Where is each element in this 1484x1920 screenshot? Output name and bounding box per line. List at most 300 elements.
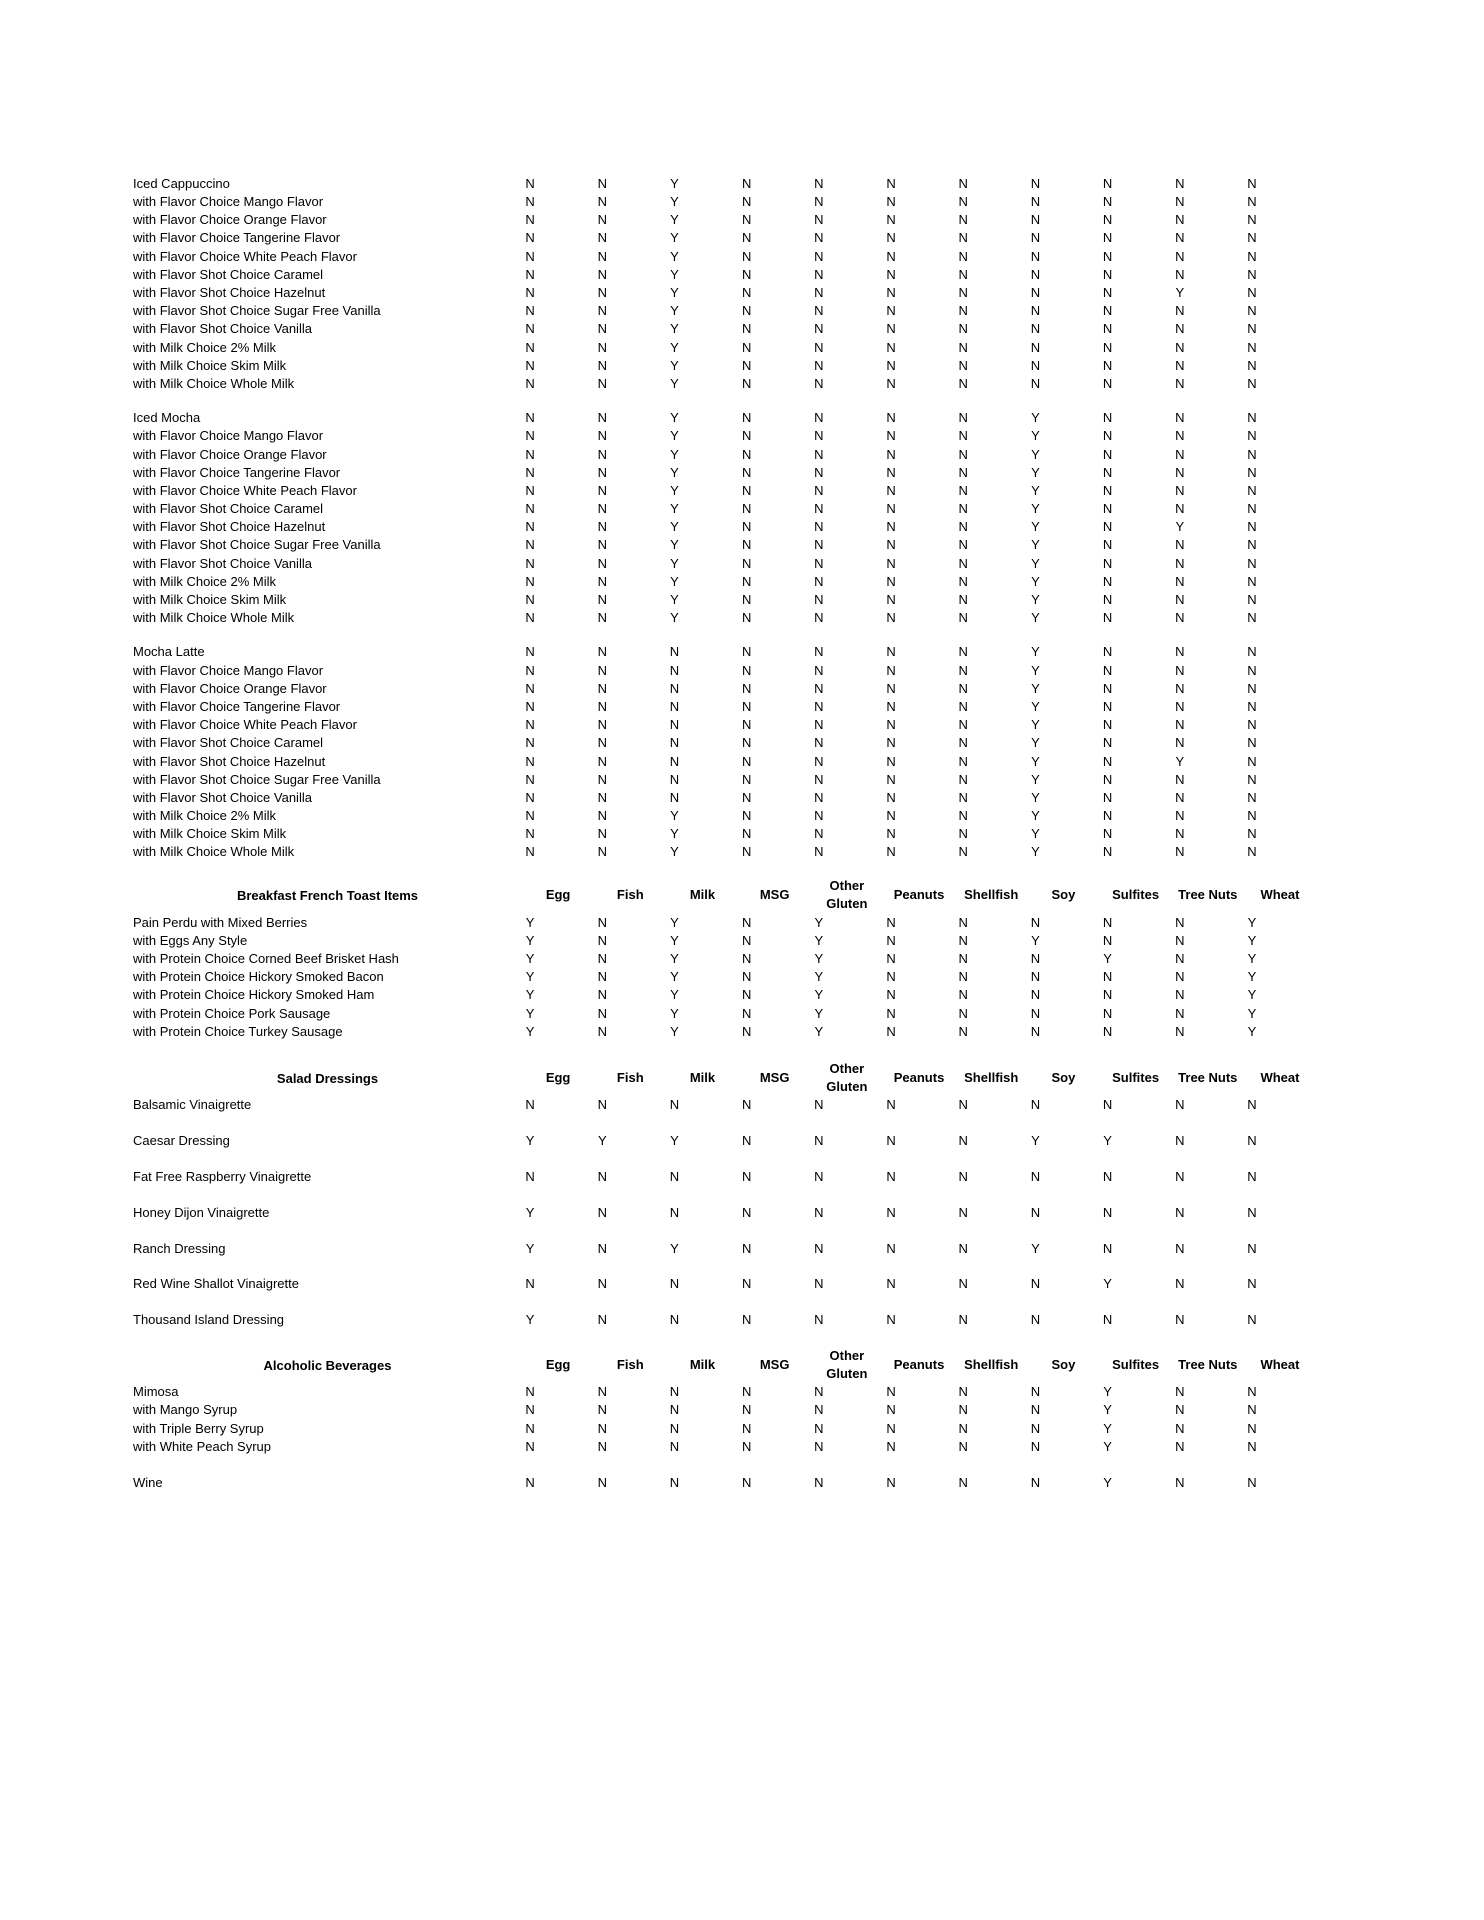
- allergen-value-cell: N: [597, 1384, 607, 1400]
- allergen-value-cell: N: [525, 482, 535, 498]
- allergen-value-cell: N: [741, 1204, 752, 1220]
- allergen-value-cell: N: [741, 321, 752, 337]
- allergen-value-cell: N: [525, 735, 535, 751]
- allergen-value-cell: N: [525, 1384, 535, 1400]
- allergen-value-cell: N: [958, 357, 968, 373]
- allergen-value-cell: N: [1247, 592, 1257, 608]
- allergen-value-cell: N: [525, 303, 535, 319]
- allergen-value-cell: N: [741, 303, 752, 319]
- allergen-value-cell: N: [886, 446, 896, 462]
- item-label: with Flavor Shot Choice Hazelnut: [133, 519, 326, 535]
- allergen-value-cell: N: [741, 248, 752, 264]
- allergen-value-cell: Y: [1031, 789, 1040, 805]
- allergen-value-cell: N: [741, 1276, 752, 1292]
- allergen-value-cell: N: [1175, 1023, 1185, 1039]
- column-header: Shellfish: [964, 887, 1019, 903]
- allergen-value-cell: N: [525, 357, 535, 373]
- allergen-value-cell: N: [958, 662, 968, 678]
- allergen-value-cell: Y: [670, 464, 679, 480]
- allergen-value-cell: N: [525, 501, 535, 517]
- allergen-value-cell: N: [886, 592, 896, 608]
- allergen-value-cell: N: [1102, 680, 1113, 696]
- allergen-value-cell: N: [1102, 771, 1113, 787]
- allergen-value-cell: N: [597, 932, 607, 948]
- allergen-value-cell: Y: [670, 266, 679, 282]
- allergen-value-cell: N: [958, 482, 968, 498]
- column-header: Fish: [616, 887, 644, 903]
- allergen-value-cell: N: [1102, 789, 1113, 805]
- column-header: Milk: [689, 887, 716, 903]
- allergen-value-cell: N: [597, 1438, 607, 1454]
- table-row: [0, 175, 1484, 193]
- allergen-value-cell: N: [814, 321, 824, 337]
- allergen-value-cell: N: [1175, 410, 1185, 426]
- table-row: [0, 446, 1484, 464]
- table-row: [0, 1383, 1484, 1401]
- allergen-value-cell: Y: [670, 428, 679, 444]
- allergen-value-cell: Y: [670, 537, 679, 553]
- allergen-value-cell: N: [741, 1097, 752, 1113]
- allergen-value-cell: N: [597, 1240, 607, 1256]
- table-row: [0, 1438, 1484, 1456]
- item-label: Wine: [133, 1475, 163, 1491]
- allergen-value-cell: N: [814, 698, 824, 714]
- allergen-value-cell: N: [1175, 194, 1185, 210]
- allergen-value-cell: N: [1030, 1312, 1041, 1328]
- item-label: with Flavor Choice Tangerine Flavor: [133, 464, 341, 480]
- allergen-value-cell: Y: [1031, 446, 1040, 462]
- allergen-value-cell: N: [1102, 914, 1113, 930]
- allergen-value-cell: N: [1247, 1168, 1257, 1184]
- allergen-value-cell: N: [741, 464, 752, 480]
- allergen-value-cell: Y: [1031, 610, 1040, 626]
- allergen-value-cell: N: [958, 1402, 968, 1418]
- table-row: [0, 1240, 1484, 1276]
- item-label: Caesar Dressing: [133, 1133, 230, 1149]
- allergen-value-cell: N: [741, 175, 752, 191]
- allergen-value-cell: N: [597, 1023, 607, 1039]
- allergen-value-cell: N: [814, 592, 824, 608]
- allergen-value-cell: N: [958, 428, 968, 444]
- allergen-value-cell: Y: [1031, 464, 1040, 480]
- allergen-value-cell: N: [958, 680, 968, 696]
- item-label: Fat Free Raspberry Vinaigrette: [133, 1168, 312, 1184]
- allergen-value-cell: N: [1247, 446, 1257, 462]
- allergen-value-cell: N: [958, 1240, 968, 1256]
- allergen-value-cell: N: [1102, 844, 1113, 860]
- blank-row: [0, 1456, 1484, 1474]
- allergen-value-cell: N: [741, 357, 752, 373]
- allergen-value-cell: N: [1030, 1384, 1041, 1400]
- allergen-value-cell: N: [1175, 1402, 1185, 1418]
- allergen-value-cell: Y: [814, 951, 824, 966]
- allergen-value-cell: N: [1175, 789, 1185, 805]
- allergen-value-cell: N: [597, 789, 607, 805]
- allergen-value-cell: N: [597, 1420, 607, 1436]
- allergen-value-cell: N: [958, 175, 968, 191]
- table-row: [0, 716, 1484, 734]
- table-row: [0, 825, 1484, 843]
- allergen-value-cell: N: [814, 844, 824, 860]
- allergen-value-cell: Y: [670, 501, 679, 517]
- allergen-value-cell: N: [741, 212, 752, 228]
- allergen-value-cell: N: [1175, 1276, 1185, 1292]
- allergen-value-cell: N: [814, 501, 824, 517]
- allergen-value-cell: Y: [525, 1312, 535, 1328]
- item-label: with Protein Choice Corned Beef Brisket Hash: [133, 951, 399, 966]
- allergen-value-cell: N: [958, 1168, 968, 1184]
- allergen-value-cell: N: [886, 464, 896, 480]
- item-label: with Flavor Choice Orange Flavor: [133, 680, 327, 696]
- allergen-value-cell: N: [741, 735, 752, 751]
- allergen-value-cell: N: [814, 1475, 824, 1491]
- allergen-value-cell: Y: [670, 519, 679, 535]
- item-label: with Flavor Shot Choice Sugar Free Vanilla: [133, 303, 381, 319]
- allergen-value-cell: N: [1175, 1097, 1185, 1113]
- allergen-value-cell: N: [741, 753, 752, 769]
- allergen-value-cell: N: [886, 1133, 896, 1149]
- allergen-value-cell: N: [1102, 698, 1113, 714]
- allergen-value-cell: N: [814, 357, 824, 373]
- menu-section: [0, 1060, 1484, 1347]
- allergen-value-cell: N: [1102, 501, 1113, 517]
- allergen-value-cell: Y: [1247, 914, 1257, 930]
- column-header: MSG: [759, 1357, 790, 1372]
- allergen-value-cell: N: [1247, 610, 1257, 626]
- table-row: [0, 284, 1484, 302]
- allergen-value-cell: N: [669, 771, 680, 787]
- allergen-value-cell: N: [814, 194, 824, 210]
- allergen-value-cell: N: [597, 914, 607, 930]
- allergen-value-cell: N: [1102, 1204, 1113, 1220]
- allergen-value-cell: Y: [670, 375, 679, 391]
- allergen-value-cell: N: [1102, 1168, 1113, 1184]
- allergen-value-cell: N: [741, 1438, 752, 1454]
- table-row: [0, 229, 1484, 247]
- allergen-value-cell: N: [886, 482, 896, 498]
- allergen-value-cell: N: [1175, 266, 1185, 282]
- item-label: with Milk Choice Whole Milk: [133, 375, 295, 391]
- allergen-value-cell: N: [1175, 914, 1185, 930]
- allergen-value-cell: N: [1030, 1204, 1041, 1220]
- allergen-value-cell: N: [958, 914, 968, 930]
- item-label: with Flavor Shot Choice Hazelnut: [133, 753, 326, 769]
- allergen-value-cell: N: [1102, 303, 1113, 319]
- item-label: with Milk Choice Skim Milk: [133, 357, 287, 373]
- allergen-value-cell: N: [1102, 375, 1113, 391]
- table-row: [0, 1401, 1484, 1419]
- allergen-value-cell: Y: [1031, 753, 1040, 769]
- allergen-value-cell: N: [741, 680, 752, 696]
- column-header: Fish: [616, 1357, 644, 1372]
- table-row: [0, 680, 1484, 698]
- column-header: Wheat: [1260, 1070, 1300, 1086]
- allergen-value-cell: N: [1030, 1005, 1041, 1021]
- allergen-value-cell: N: [741, 1312, 752, 1328]
- allergen-value-cell: Y: [670, 573, 679, 589]
- item-label: with Protein Choice Hickory Smoked Ham: [133, 987, 375, 1003]
- allergen-value-cell: Y: [670, 175, 679, 191]
- allergen-value-cell: N: [525, 410, 535, 426]
- table-row: [0, 1005, 1484, 1023]
- allergen-value-cell: N: [886, 248, 896, 264]
- table-row: [0, 302, 1484, 320]
- allergen-value-cell: N: [1030, 285, 1041, 301]
- allergen-value-cell: N: [886, 212, 896, 228]
- column-header: Wheat: [1260, 1357, 1300, 1372]
- allergen-value-cell: N: [1175, 592, 1185, 608]
- allergen-value-cell: N: [886, 808, 896, 824]
- allergen-value-cell: N: [814, 1276, 824, 1292]
- table-row: [0, 536, 1484, 554]
- allergen-value-cell: N: [814, 789, 824, 805]
- allergen-value-cell: N: [669, 789, 680, 805]
- allergen-value-cell: N: [1175, 482, 1185, 498]
- allergen-value-cell: N: [1102, 519, 1113, 535]
- allergen-value-cell: N: [814, 662, 824, 678]
- allergen-value-cell: N: [597, 446, 607, 462]
- allergen-value-cell: N: [1102, 339, 1113, 355]
- section-header-row: [0, 877, 1484, 913]
- allergen-value-cell: N: [886, 1005, 896, 1021]
- allergen-value-cell: N: [1247, 717, 1257, 733]
- allergen-value-cell: N: [1175, 1384, 1185, 1400]
- allergen-value-cell: N: [1175, 826, 1185, 842]
- item-label: with Flavor Shot Choice Vanilla: [133, 789, 312, 805]
- allergen-value-cell: N: [1175, 501, 1185, 517]
- allergen-value-cell: N: [886, 717, 896, 733]
- allergen-value-cell: N: [597, 303, 607, 319]
- column-header: Tree Nuts: [1178, 1070, 1238, 1086]
- allergen-value-cell: N: [1102, 1023, 1113, 1039]
- allergen-value-cell: N: [597, 482, 607, 498]
- allergen-value-cell: Y: [525, 1240, 535, 1256]
- allergen-value-cell: N: [1030, 1276, 1041, 1292]
- allergen-value-cell: N: [525, 717, 535, 733]
- allergen-value-cell: N: [886, 194, 896, 210]
- allergen-value-cell: N: [886, 969, 896, 985]
- allergen-value-cell: N: [886, 537, 896, 553]
- section-header-row: [0, 1347, 1484, 1383]
- allergen-value-cell: N: [1247, 339, 1257, 355]
- allergen-value-cell: N: [958, 789, 968, 805]
- table-row: [0, 914, 1484, 932]
- allergen-value-cell: N: [525, 826, 535, 842]
- table-row: [0, 482, 1484, 500]
- allergen-value-cell: N: [741, 914, 752, 930]
- allergen-value-cell: N: [1247, 1133, 1257, 1149]
- allergen-value-cell: N: [597, 537, 607, 553]
- allergen-value-cell: N: [814, 1133, 824, 1149]
- allergen-value-cell: N: [814, 482, 824, 498]
- allergen-value-cell: N: [958, 248, 968, 264]
- allergen-value-cell: N: [597, 1097, 607, 1113]
- allergen-value-cell: Y: [1031, 410, 1040, 426]
- allergen-value-cell: N: [958, 1133, 968, 1149]
- allergen-value-cell: N: [1247, 212, 1257, 228]
- allergen-value-cell: N: [1102, 573, 1113, 589]
- allergen-value-cell: N: [525, 285, 535, 301]
- table-row: [0, 573, 1484, 591]
- allergen-value-cell: N: [886, 375, 896, 391]
- item-label: with Triple Berry Syrup: [133, 1420, 264, 1436]
- allergen-value-cell: Y: [670, 844, 679, 860]
- table-row: [0, 555, 1484, 573]
- allergen-value-cell: N: [958, 610, 968, 626]
- allergen-value-cell: N: [1175, 808, 1185, 824]
- allergen-value-cell: N: [1102, 1097, 1113, 1113]
- allergen-value-cell: N: [597, 428, 607, 444]
- column-header: Tree Nuts: [1178, 1357, 1238, 1372]
- item-label: Iced Cappuccino: [133, 175, 230, 191]
- item-label: with Milk Choice 2% Milk: [133, 808, 277, 824]
- allergen-value-cell: Y: [1031, 1240, 1040, 1256]
- allergen-value-cell: N: [814, 464, 824, 480]
- allergen-value-cell: N: [886, 428, 896, 444]
- allergen-value-cell: N: [1247, 808, 1257, 824]
- item-label: [133, 1456, 494, 1474]
- allergen-value-cell: N: [669, 1168, 680, 1184]
- allergen-value-cell: N: [1102, 248, 1113, 264]
- allergen-value-cell: N: [958, 446, 968, 462]
- allergen-value-cell: N: [958, 698, 968, 714]
- allergen-value-cell: N: [597, 826, 607, 842]
- allergen-value-cell: N: [597, 808, 607, 824]
- allergen-value-cell: N: [814, 753, 824, 769]
- allergen-value-cell: N: [525, 212, 535, 228]
- allergen-value-cell: N: [525, 1402, 535, 1418]
- allergen-value-cell: Y: [1031, 932, 1040, 948]
- item-label: with Milk Choice 2% Milk: [133, 339, 277, 355]
- item-label: with Flavor Shot Choice Caramel: [133, 501, 324, 517]
- allergen-value-cell: N: [1175, 610, 1185, 626]
- allergen-value-cell: Y: [1031, 592, 1040, 608]
- allergen-value-cell: N: [886, 321, 896, 337]
- allergen-value-cell: N: [741, 698, 752, 714]
- allergen-value-cell: N: [741, 194, 752, 210]
- allergen-value-cell: N: [886, 1420, 896, 1436]
- allergen-value-cell: N: [741, 592, 752, 608]
- allergen-value-cell: N: [886, 987, 896, 1003]
- allergen-value-cell: N: [1175, 717, 1185, 733]
- allergen-value-cell: N: [1247, 537, 1257, 553]
- allergen-value-cell: N: [1175, 735, 1185, 751]
- table-row: [0, 986, 1484, 1004]
- allergen-value-cell: N: [525, 644, 535, 660]
- allergen-value-cell: N: [597, 339, 607, 355]
- allergen-value-cell: N: [886, 339, 896, 355]
- table-row: [0, 375, 1484, 393]
- allergen-value-cell: N: [1175, 537, 1185, 553]
- allergen-value-cell: Y: [1031, 482, 1040, 498]
- allergen-value-cell: N: [886, 266, 896, 282]
- allergen-value-cell: N: [1247, 826, 1257, 842]
- allergen-value-cell: N: [1175, 375, 1185, 391]
- allergen-value-cell: Y: [1031, 698, 1040, 714]
- allergen-value-cell: N: [1175, 1475, 1185, 1491]
- item-label: Iced Mocha: [133, 410, 201, 426]
- allergen-value-cell: Y: [1103, 1420, 1112, 1436]
- allergen-value-cell: N: [1175, 662, 1185, 678]
- allergen-value-cell: N: [958, 735, 968, 751]
- allergen-value-cell: Y: [670, 410, 679, 426]
- allergen-value-cell: N: [525, 1168, 535, 1184]
- allergen-value-cell: N: [1030, 1023, 1041, 1039]
- item-label: with Milk Choice Skim Milk: [133, 592, 287, 608]
- allergen-value-cell: N: [958, 753, 968, 769]
- item-label: with Flavor Choice Mango Flavor: [133, 662, 324, 678]
- allergen-value-cell: N: [886, 932, 896, 948]
- allergen-value-cell: N: [1175, 357, 1185, 373]
- allergen-value-cell: N: [1247, 1276, 1257, 1292]
- allergen-value-cell: N: [669, 644, 680, 660]
- allergen-value-cell: N: [886, 662, 896, 678]
- allergen-value-cell: N: [597, 321, 607, 337]
- allergen-value-cell: N: [886, 1204, 896, 1220]
- allergen-value-cell: N: [1175, 1312, 1185, 1328]
- allergen-value-cell: Y: [670, 1023, 679, 1039]
- allergen-value-cell: N: [1247, 482, 1257, 498]
- allergen-value-cell: Y: [525, 914, 535, 930]
- allergen-value-cell: N: [1030, 230, 1041, 246]
- column-header: Other Gluten: [826, 1347, 868, 1382]
- item-label: with Eggs Any Style: [133, 932, 248, 948]
- allergen-value-cell: N: [958, 537, 968, 553]
- allergen-value-cell: N: [814, 410, 824, 426]
- allergen-value-cell: N: [1247, 321, 1257, 337]
- allergen-value-cell: N: [958, 339, 968, 355]
- menu-section: [0, 175, 1484, 393]
- allergen-value-cell: N: [1247, 194, 1257, 210]
- allergen-value-cell: N: [1247, 464, 1257, 480]
- allergen-table: [0, 175, 1484, 1493]
- item-label: with Flavor Choice Tangerine Flavor: [133, 230, 341, 246]
- allergen-value-cell: Y: [1247, 987, 1257, 1003]
- allergen-value-cell: N: [597, 519, 607, 535]
- allergen-value-cell: N: [1247, 644, 1257, 660]
- allergen-value-cell: N: [886, 410, 896, 426]
- allergen-value-cell: N: [958, 321, 968, 337]
- allergen-value-cell: N: [886, 789, 896, 805]
- allergen-value-cell: N: [741, 1475, 752, 1491]
- allergen-value-cell: Y: [1103, 1402, 1112, 1418]
- allergen-value-cell: N: [886, 1402, 896, 1418]
- allergen-value-cell: N: [597, 175, 607, 191]
- item-label: with Flavor Shot Choice Hazelnut: [133, 285, 326, 301]
- allergen-value-cell: N: [741, 1168, 752, 1184]
- item-label: with Flavor Shot Choice Vanilla: [133, 321, 312, 337]
- allergen-value-cell: N: [669, 1402, 680, 1418]
- allergen-value-cell: N: [1247, 248, 1257, 264]
- table-row: [0, 609, 1484, 627]
- allergen-value-cell: N: [1175, 1168, 1185, 1184]
- allergen-value-cell: N: [814, 573, 824, 589]
- allergen-value-cell: N: [525, 375, 535, 391]
- table-row: [0, 968, 1484, 986]
- allergen-value-cell: N: [958, 194, 968, 210]
- allergen-value-cell: N: [525, 610, 535, 626]
- allergen-value-cell: N: [814, 1420, 824, 1436]
- allergen-value-cell: N: [597, 1402, 607, 1418]
- allergen-value-cell: N: [886, 1276, 896, 1292]
- allergen-value-cell: N: [741, 644, 752, 660]
- table-row: [0, 248, 1484, 266]
- table-row: [0, 591, 1484, 609]
- allergen-value-cell: N: [958, 410, 968, 426]
- allergen-value-cell: N: [958, 951, 968, 966]
- allergen-value-cell: N: [1175, 698, 1185, 714]
- allergen-value-cell: N: [814, 537, 824, 553]
